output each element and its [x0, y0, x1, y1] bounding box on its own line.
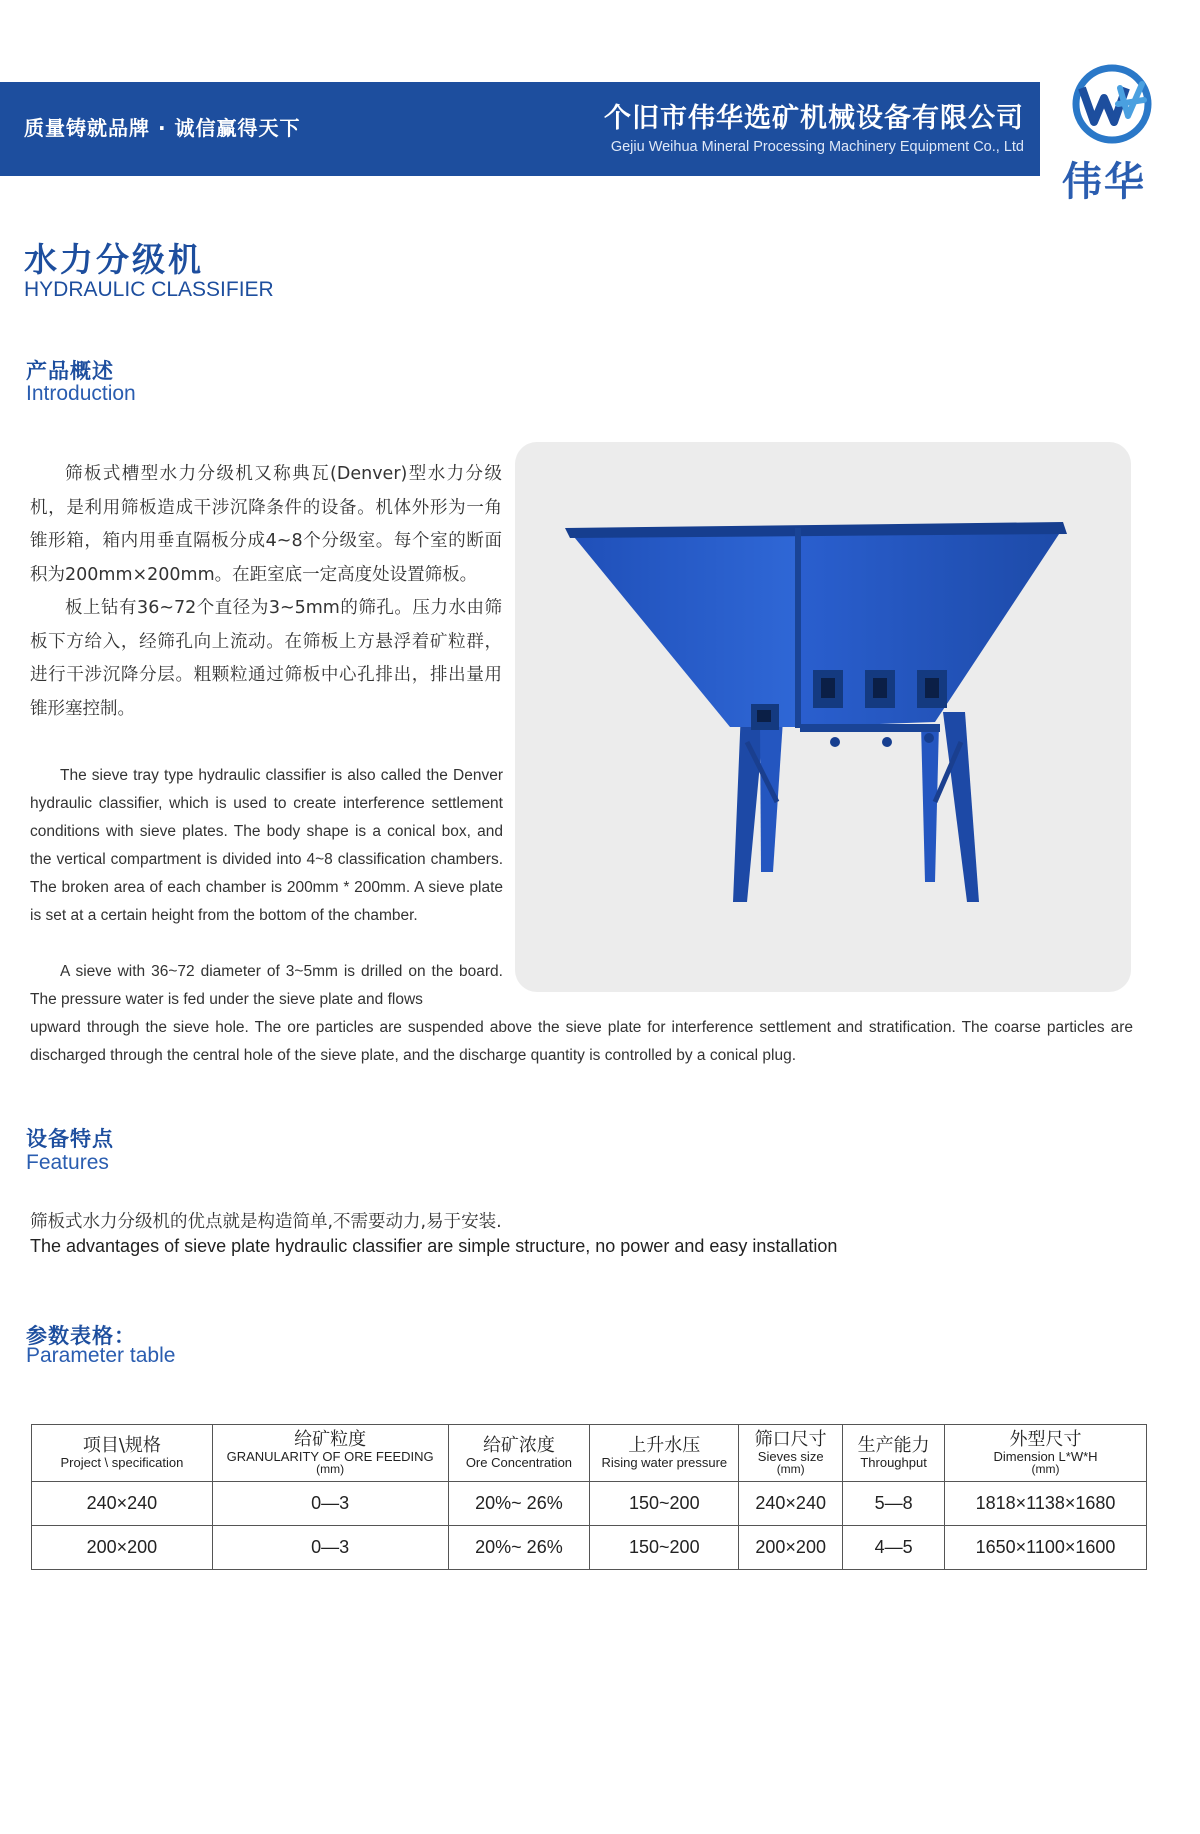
parameter-table: [31, 1424, 1147, 1570]
features-text-en: The advantages of sieve plate hydraulic classifier are simple structure, no power and easy installation: [30, 1236, 838, 1256]
table-header-row: [32, 1425, 1147, 1482]
table-cell: 1818×1138×1680: [945, 1482, 1147, 1526]
column-header-cn: 给矿粒度: [294, 1429, 367, 1450]
table-cell: 240×240: [739, 1482, 843, 1526]
column-header-dimension: [945, 1425, 1147, 1482]
column-header-cn: 筛口尺寸: [754, 1429, 827, 1450]
introduction-text-cn: [30, 458, 502, 726]
introduction-heading-cn: 产品概述: [26, 359, 114, 383]
column-header-cn: 项目\规格: [82, 1435, 161, 1456]
table-cell: 0—3: [212, 1526, 448, 1570]
logo-wordmark: 伟华: [1062, 159, 1146, 205]
column-header-concentration: [448, 1425, 590, 1482]
features-heading-en: Features: [26, 1151, 109, 1174]
introduction-heading-en: Introduction: [26, 382, 136, 405]
column-header-granularity: [212, 1425, 448, 1482]
column-header-en: GRANULARITY OF ORE FEEDING: [226, 1449, 434, 1464]
parameters-heading-cn: 参数表格：: [26, 1324, 136, 1348]
column-header-cn: 上升水压: [628, 1435, 701, 1456]
table-cell: 240×240: [32, 1482, 213, 1526]
parameters-heading-en: Parameter table: [26, 1344, 176, 1367]
table-cell: 150~200: [590, 1482, 739, 1526]
company-name-en: Gejiu Weihua Mineral Processing Machinery Equipment Co., Ltd: [610, 139, 1024, 155]
column-header-unit: (mm): [316, 1462, 345, 1476]
table-cell: 20%~ 26%: [448, 1482, 590, 1526]
introduction-paragraph-en: A sieve with 36~72 diameter of 3~5mm is drilled on the board. The pressure water is fed under the sieve plate and flows: [30, 963, 503, 1008]
column-header-throughput: [843, 1425, 945, 1482]
table-cell: 1650×1100×1600: [945, 1526, 1147, 1570]
column-header-unit: (mm): [776, 1462, 805, 1476]
table-cell: 4—5: [843, 1526, 945, 1570]
table-cell: 5—8: [843, 1482, 945, 1526]
features-text-cn: 筛板式水力分级机的优点就是构造简单,不需要动力,易于安装.: [30, 1212, 502, 1232]
introduction-paragraph-en: upward through the sieve hole. The ore particles are suspended above the sieve plate for interference settlement and stratification. The coarse particles are discharged through the central hole of the sieve plate, and the discharge quantity is controlled by a conical plug.: [30, 1019, 1133, 1064]
column-header-en: Sieves size: [757, 1449, 824, 1464]
page-subtitle: HYDRAULIC CLASSIFIER: [24, 278, 274, 301]
column-header-en: Ore Concentration: [465, 1455, 573, 1470]
column-header-cn: 给矿浓度: [482, 1435, 555, 1456]
table-cell: 20%~ 26%: [448, 1526, 590, 1570]
company-name-cn: 个旧市伟华选矿机械设备有限公司: [604, 103, 1024, 134]
table-cell: 150~200: [590, 1526, 739, 1570]
column-header-en: Dimension L*W*H: [993, 1449, 1098, 1464]
table-row: [32, 1482, 1147, 1526]
table-cell: 200×200: [32, 1526, 213, 1570]
column-header-en: Project \ specification: [60, 1455, 184, 1470]
column-header-unit: (mm): [1031, 1462, 1060, 1476]
table-cell: 200×200: [739, 1526, 843, 1570]
product-photo: [515, 442, 1131, 992]
column-header-water-pressure: [590, 1425, 739, 1482]
features-heading-cn: 设备特点: [26, 1127, 114, 1151]
introduction-paragraph-en: The sieve tray type hydraulic classifier is also called the Denver hydraulic classifier, which is used to create interference settlement conditions with sieve plates. The body shape is a conical box, and the vertical compartment is divided into 4~8 classification chambers. The broken area of each chamber is 200mm * 200mm. A sieve plate is set at a certain height from the bottom of the chamber.: [30, 767, 503, 924]
introduction-paragraph: 筛板式槽型水力分级机又称典瓦(Denver)型水力分级机，是利用筛板造成干涉沉降条件的设备。机体外形为一角锥形箱，箱内用垂直隔板分成4~8个分级室。每个室的断面积为200mm×200mm。在距室底一定高度处设置筛板。: [30, 464, 502, 585]
introduction-paragraph: 板上钻有36~72个直径为3~5mm的筛孔。压力水由筛板下方给入，经筛孔向上流动。在筛板上方悬浮着矿粒群，进行干涉沉降分层。粗颗粒通过筛板中心孔排出，排出量用锥形塞控制。: [30, 598, 502, 719]
hydraulic-classifier-illustration: [515, 442, 1131, 992]
column-header-cn: 外型尺寸: [1009, 1429, 1082, 1450]
column-header-sieve-size: [739, 1425, 843, 1482]
column-header-project: [32, 1425, 213, 1482]
table-cell: 0—3: [212, 1482, 448, 1526]
column-header-en: Rising water pressure: [601, 1455, 728, 1470]
column-header-cn: 生产能力: [857, 1435, 930, 1456]
table-row: [32, 1526, 1147, 1570]
slogan: 质量铸就品牌 · 诚信赢得天下: [24, 116, 301, 140]
column-header-en: Throughput: [860, 1455, 927, 1470]
page-title: 水力分级机: [24, 240, 204, 279]
